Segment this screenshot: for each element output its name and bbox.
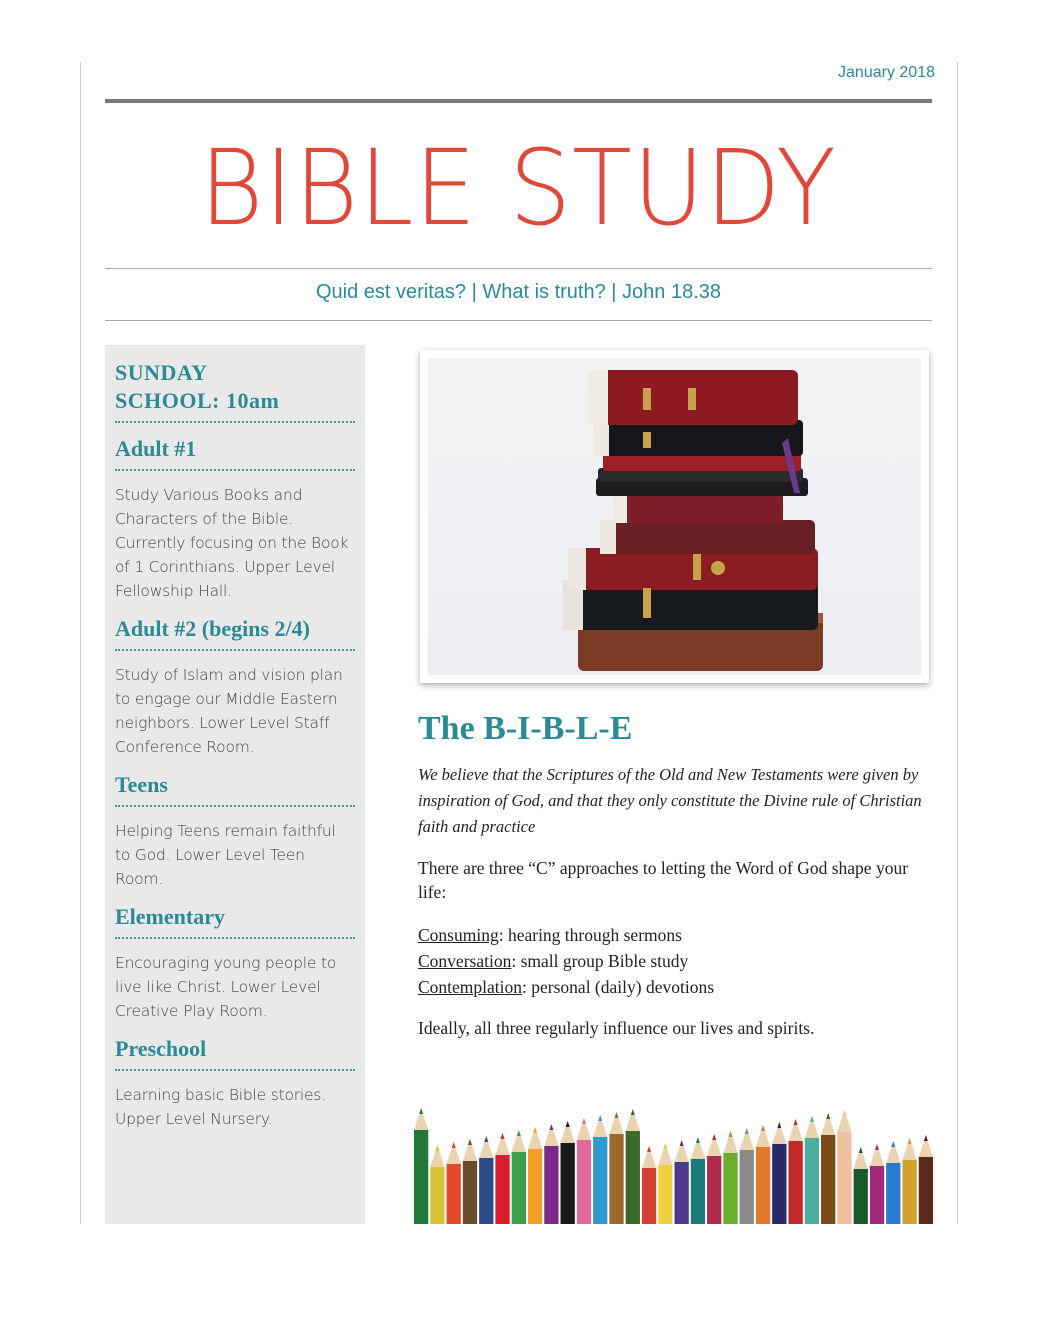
pencil (463, 1139, 477, 1224)
section-body-teens: Helping Teens remain faithful to God. Lower Level Teen Room. (115, 822, 336, 888)
pencil (544, 1124, 558, 1224)
pencil (805, 1116, 819, 1224)
pencil (772, 1122, 786, 1224)
pencil (447, 1142, 461, 1224)
approach-term: Consuming (418, 925, 499, 945)
section-title-elementary: Elementary (115, 904, 225, 929)
pencil (756, 1125, 770, 1224)
dotted-divider (115, 1069, 355, 1071)
section-body-adult-1: Study Various Books and Characters of the Bible. Currently focusing on the Book of 1 Corinthians. Upper Level Fellowship Hall. (115, 486, 349, 600)
article-lead: There are three “C” approaches to letting the Word of God shape your life: (418, 858, 909, 902)
pencil (609, 1112, 623, 1224)
section-body-adult-2: Study of Islam and vision plan to engage our Middle Eastern neighbors. Lower Level Staff Conference Room. (115, 666, 343, 756)
approach-desc: : hearing through sermons (498, 925, 682, 945)
approaches-list (418, 922, 938, 1000)
subtitle: Quid est veritas? | What is truth? | John 18.38 (315, 281, 722, 303)
pencil (512, 1130, 526, 1224)
subtitle-top-rule (105, 268, 932, 269)
dotted-divider (115, 469, 355, 471)
dotted-divider (115, 805, 355, 807)
sidebar-heading: SUNDAY SCHOOL: 10am (115, 360, 280, 413)
list-item (418, 974, 938, 1000)
pencil (675, 1140, 689, 1224)
section-title-preschool: Preschool (115, 1036, 207, 1061)
pencil (854, 1147, 868, 1224)
pencil (642, 1146, 656, 1224)
section-body-elementary: Encouraging young people to live like Christ. Lower Level Creative Play Room. (115, 954, 337, 1020)
pencil (919, 1135, 933, 1224)
pencil (740, 1128, 754, 1224)
pencil (870, 1144, 884, 1224)
approach-desc: : personal (daily) devotions (522, 977, 715, 997)
list-item (418, 922, 938, 948)
subtitle-bottom-rule (105, 320, 932, 321)
issue-date: January 2018 (838, 64, 935, 81)
bibles-photo-image (428, 358, 921, 675)
pencil (821, 1113, 835, 1224)
pencils-illustration (413, 1098, 934, 1224)
section-title-adult-1: Adult #1 (115, 436, 197, 461)
pencil (723, 1131, 737, 1224)
pencil (495, 1133, 509, 1224)
section-title-adult-2: Adult #2 (begins 2/4) (115, 616, 310, 641)
pencil (414, 1108, 428, 1224)
pencil (626, 1109, 640, 1224)
header-bar (105, 99, 932, 103)
page-title (105, 128, 932, 248)
article-closing: Ideally, all three regularly influence our lives and spirits. (418, 1018, 815, 1038)
sunday-school-sidebar (105, 345, 365, 1224)
dotted-divider (115, 649, 355, 651)
pencil (902, 1138, 916, 1224)
dotted-divider (115, 421, 355, 423)
pencil (430, 1145, 444, 1224)
section-body-preschool: Learning basic Bible stories. Upper Level Nursery. (115, 1086, 326, 1128)
pencil (593, 1115, 607, 1224)
colored-pencils-image (413, 1098, 934, 1224)
stacked-bibles-illustration (428, 358, 921, 675)
pencil (479, 1136, 493, 1224)
pencil (837, 1110, 851, 1224)
pencil (788, 1119, 802, 1224)
page-left-rule (80, 62, 81, 1224)
article-intro: We believe that the Scriptures of the Old and New Testaments were given by inspiration of God, and that they only constitute the Divine rule of Christian faith and practice (418, 765, 922, 836)
pencil (886, 1141, 900, 1224)
list-item (418, 948, 938, 974)
approach-term: Contemplation (418, 977, 523, 997)
dotted-divider (115, 937, 355, 939)
bibles-photo (420, 350, 929, 683)
approach-term: Conversation (418, 951, 512, 971)
page-title-text: BIBLE STUDY (199, 127, 838, 249)
pencil (577, 1118, 591, 1224)
approach-desc: : small group Bible study (511, 951, 689, 971)
pencil (707, 1134, 721, 1224)
pencil (691, 1137, 705, 1224)
pencil (658, 1143, 672, 1224)
section-title-teens: Teens (115, 772, 168, 797)
article-title: The B-I-B-L-E (418, 710, 633, 747)
page-right-rule (957, 62, 958, 1224)
pencil (561, 1121, 575, 1224)
pencil (528, 1127, 542, 1224)
